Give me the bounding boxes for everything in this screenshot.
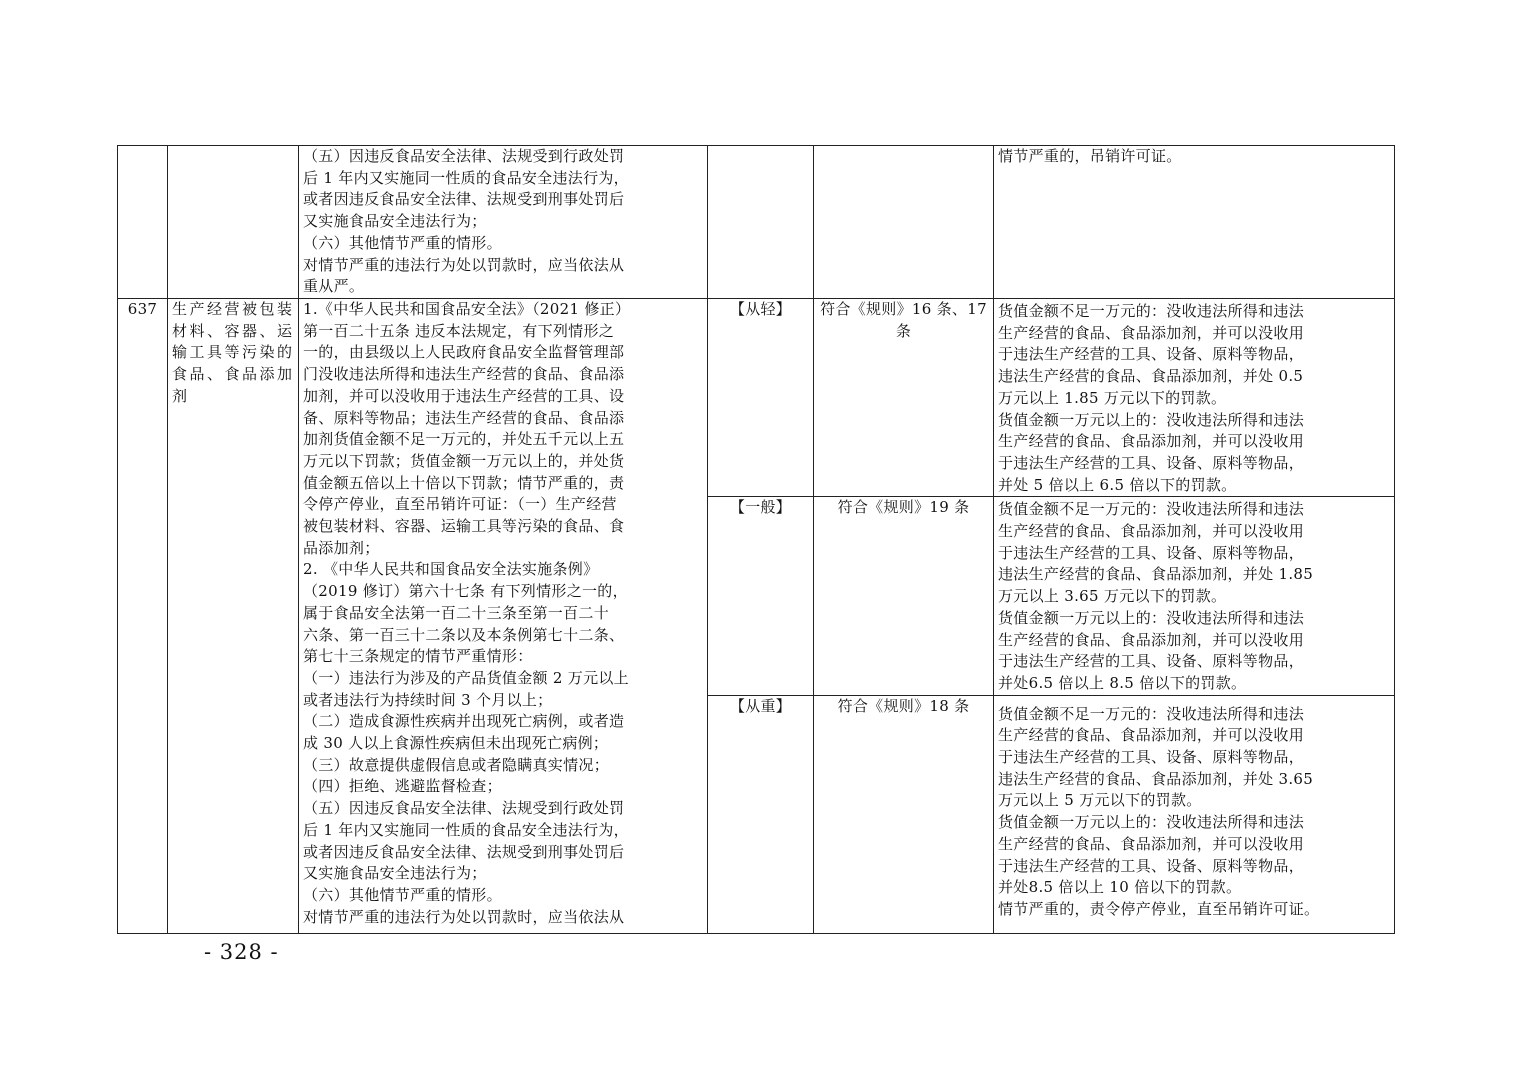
legal-basis-line: （六）其他情节严重的情形。 bbox=[303, 233, 502, 252]
legal-basis-line: （一）违法行为涉及的产品货值金额 2 万元以上 bbox=[303, 668, 629, 687]
table-row-level-light bbox=[118, 299, 1395, 497]
legal-basis-line: 又实施食品安全违法行为； bbox=[303, 212, 487, 231]
legal-basis-line: 对情节严重的违法行为处以罚款时，应当依法从 bbox=[303, 907, 625, 926]
legal-basis-line: （六）其他情节严重的情形。 bbox=[303, 885, 502, 904]
standard-line: 货值金额一万元以上的：没收违法所得和违法 bbox=[998, 410, 1305, 429]
standard-line: 于违法生产经营的工具、设备、原料等物品， bbox=[998, 652, 1305, 671]
level-condition-heavy: 符合《规则》18 条 bbox=[814, 695, 994, 933]
legal-basis-line: 1.《中华人民共和国食品安全法》（2021 修正） bbox=[303, 300, 631, 318]
standard-line: 货值金额不足一万元的：没收违法所得和违法 bbox=[998, 302, 1305, 320]
legal-basis-line: 品添加剂； bbox=[303, 538, 380, 557]
legal-basis-line: 万元以下罚款；货值金额一万元以上的，并处货 bbox=[303, 451, 625, 470]
standard-line: 违法生产经营的食品、食品添加剂，并处 0.5 bbox=[998, 367, 1304, 386]
legal-basis-line: 第一百二十五条 违反本法规定，有下列情形之 bbox=[303, 321, 615, 340]
penalty-standards-table-container bbox=[117, 145, 1394, 934]
legal-basis-line: 被包装材料、容器、运输工具等污染的食品、食 bbox=[303, 517, 625, 536]
standard-line: 并处8.5 倍以上 10 倍以下的罚款。 bbox=[998, 878, 1242, 897]
cell-level-empty bbox=[708, 146, 814, 299]
legal-basis-line: 第七十三条规定的情节严重情形： bbox=[303, 647, 533, 666]
standard-line: 生产经营的食品、食品添加剂，并可以没收用 bbox=[998, 630, 1305, 649]
legal-basis-line: 门没收违法所得和违法生产经营的食品、食品添 bbox=[303, 365, 625, 384]
level-label-light: 【从轻】 bbox=[708, 299, 814, 497]
legal-basis-line: 或者违法行为持续时间 3 个月以上； bbox=[303, 690, 553, 709]
legal-basis-line: 2. 《中华人民共和国食品安全法实施条例》 bbox=[303, 560, 599, 579]
standard-line: 生产经营的食品、食品添加剂，并可以没收用 bbox=[998, 726, 1305, 745]
standard-line: 万元以上 3.65 万元以下的罚款。 bbox=[998, 587, 1227, 606]
standard-line: 货值金额不足一万元的：没收违法所得和违法 bbox=[998, 704, 1305, 723]
level-label-heavy: 【从重】 bbox=[708, 695, 814, 933]
standard-line: 货值金额一万元以上的：没收违法所得和违法 bbox=[998, 813, 1305, 832]
standard-line: 并处6.5 倍以上 8.5 倍以下的罚款。 bbox=[998, 673, 1247, 692]
standard-line: 生产经营的食品、食品添加剂，并可以没收用 bbox=[998, 432, 1305, 451]
legal-basis-line: 六条、第一百三十二条以及本条例第七十二条、 bbox=[303, 625, 625, 644]
standard-line: 于违法生产经营的工具、设备、原料等物品， bbox=[998, 748, 1305, 767]
legal-basis-lines bbox=[303, 299, 703, 928]
standard-line: 万元以上 5 万元以下的罚款。 bbox=[998, 791, 1202, 810]
standard-line: 于违法生产经营的工具、设备、原料等物品， bbox=[998, 345, 1305, 364]
cell-name-empty bbox=[168, 146, 299, 299]
legal-basis-lines bbox=[303, 146, 703, 298]
page-number: - 328 - bbox=[204, 940, 279, 964]
legal-basis-line: 对情节严重的违法行为处以罚款时，应当依法从 bbox=[303, 255, 625, 274]
legal-basis-line: （二）造成食源性疾病并出现死亡病例，或者造 bbox=[303, 712, 625, 731]
legal-basis-line: 又实施食品安全违法行为； bbox=[303, 864, 487, 883]
level-label-general: 【一般】 bbox=[708, 497, 814, 695]
legal-basis-line: 属于食品安全法第一百二十三条至第一百二十 bbox=[303, 603, 610, 622]
legal-basis-line: （五）因违反食品安全法律、法规受到行政处罚 bbox=[303, 799, 625, 818]
standard-line: 货值金额一万元以上的：没收违法所得和违法 bbox=[998, 608, 1305, 627]
legal-basis-line: （五）因违反食品安全法律、法规受到行政处罚 bbox=[303, 147, 625, 165]
legal-basis-line: 一的，由县级以上人民政府食品安全监督管理部 bbox=[303, 343, 625, 362]
standard-line: 于违法生产经营的工具、设备、原料等物品， bbox=[998, 543, 1305, 562]
cell-standard-continued bbox=[994, 146, 1395, 299]
table-row-continuation bbox=[118, 146, 1395, 299]
standard-line: 生产经营的食品、食品添加剂，并可以没收用 bbox=[998, 834, 1305, 853]
standard-line: 情节严重的，吊销许可证。 bbox=[998, 147, 1182, 165]
standard-line: 生产经营的食品、食品添加剂，并可以没收用 bbox=[998, 522, 1305, 541]
level-standard-heavy bbox=[994, 695, 1395, 933]
standard-line: 货值金额不足一万元的：没收违法所得和违法 bbox=[998, 500, 1305, 519]
legal-basis-line: 加剂货值金额不足一万元的，并处五千元以上五 bbox=[303, 430, 625, 449]
standard-line: 万元以上 1.85 万元以下的罚款。 bbox=[998, 388, 1227, 407]
standard-line: 于违法生产经营的工具、设备、原料等物品， bbox=[998, 453, 1305, 472]
legal-basis-line: 加剂，并可以没收用于违法生产经营的工具、设 bbox=[303, 386, 625, 405]
cell-condition-empty bbox=[814, 146, 994, 299]
legal-basis-line: 或者因违反食品安全法律、法规受到刑事处罚后 bbox=[303, 842, 625, 861]
cell-number-empty bbox=[118, 146, 168, 299]
legal-basis-line: 重从严。 bbox=[303, 277, 365, 296]
level-standard-light bbox=[994, 299, 1395, 497]
level-standard-general bbox=[994, 497, 1395, 695]
legal-basis-line: 后 1 年内又实施同一性质的食品安全违法行为， bbox=[303, 820, 629, 839]
legal-basis-line: （2019 修订）第六十七条 有下列情形之一的， bbox=[303, 582, 628, 601]
legal-basis-line: （三）故意提供虚假信息或者隐瞒真实情况； bbox=[303, 755, 610, 774]
standard-line: 情节严重的，责令停产停业，直至吊销许可证。 bbox=[998, 899, 1320, 918]
cell-legal-basis-continued bbox=[299, 146, 708, 299]
legal-basis-line: 或者因违反食品安全法律、法规受到刑事处罚后 bbox=[303, 190, 625, 209]
legal-basis-line: （四）拒绝、逃避监督检查； bbox=[303, 777, 502, 796]
entry-number: 637 bbox=[118, 299, 168, 934]
standard-line: 于违法生产经营的工具、设备、原料等物品， bbox=[998, 856, 1305, 875]
penalty-standards-table bbox=[117, 145, 1395, 934]
level-condition-general: 符合《规则》19 条 bbox=[814, 497, 994, 695]
legal-basis-line: 值金额五倍以上十倍以下罚款；情节严重的，责 bbox=[303, 473, 625, 492]
standard-line: 生产经营的食品、食品添加剂，并可以没收用 bbox=[998, 323, 1305, 342]
entry-name: 生产经营被包装材料、容器、运输工具等污染的食品、食品添加剂 bbox=[168, 299, 299, 934]
entry-legal-basis bbox=[299, 299, 708, 934]
standard-line: 并处 5 倍以上 6.5 倍以下的罚款。 bbox=[998, 475, 1237, 494]
legal-basis-line: 备、原料等物品；违法生产经营的食品、食品添 bbox=[303, 408, 625, 427]
legal-basis-line: 成 30 人以上食源性疾病但未出现死亡病例； bbox=[303, 734, 609, 753]
standard-line: 违法生产经营的食品、食品添加剂，并处 3.65 bbox=[998, 769, 1314, 788]
legal-basis-line: 令停产停业，直至吊销许可证：（一）生产经营 bbox=[303, 495, 617, 514]
level-condition-light: 符合《规则》16 条、17 条 bbox=[814, 299, 994, 497]
standard-line: 违法生产经营的食品、食品添加剂，并处 1.85 bbox=[998, 565, 1314, 584]
legal-basis-line: 后 1 年内又实施同一性质的食品安全违法行为， bbox=[303, 168, 629, 187]
